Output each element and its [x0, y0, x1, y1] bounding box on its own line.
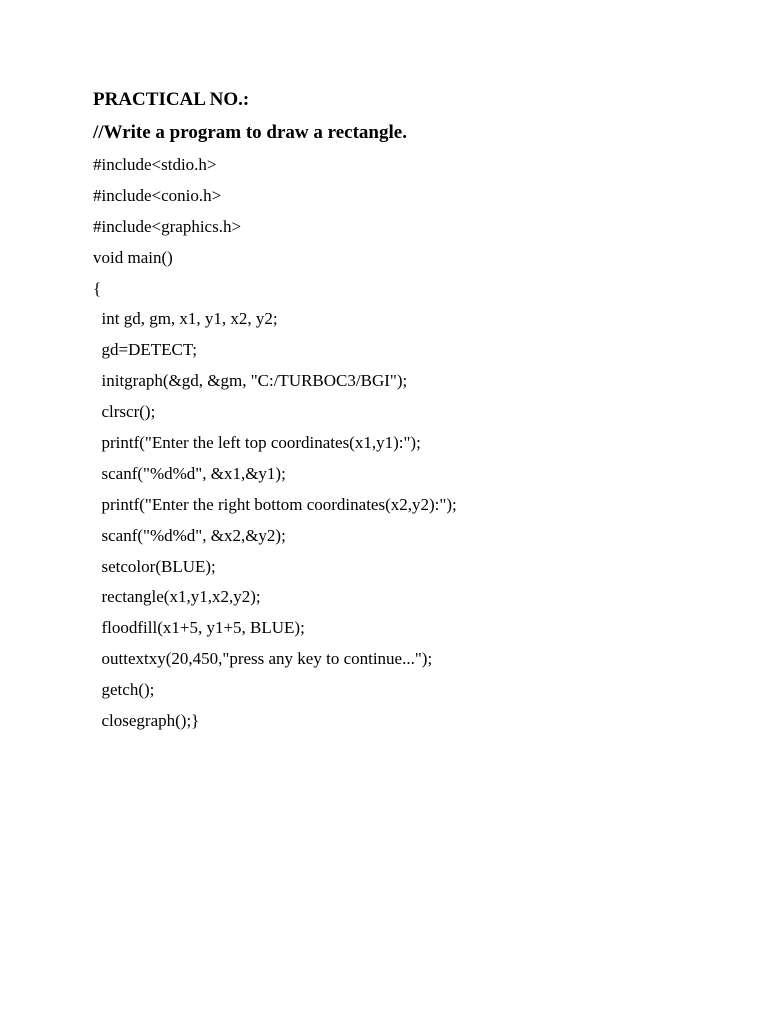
code-line: scanf("%d%d", &x1,&y1); — [93, 463, 286, 483]
code-line: outtextxy(20,450,"press any key to continue..."); — [93, 649, 433, 669]
code-line: floodfill(x1+5, y1+5, BLUE); — [93, 618, 305, 638]
code-line: #include<graphics.h> — [93, 216, 242, 236]
code-line: getch(); — [93, 680, 155, 700]
code-line: #include<stdio.h> — [93, 155, 217, 174]
code-line: { — [93, 278, 102, 298]
code-line: #include<conio.h> — [93, 185, 222, 205]
code-line: gd=DETECT; — [93, 340, 198, 360]
code-line: clrscr(); — [93, 402, 156, 422]
code-line: initgraph(&gd, &gm, "C:/TURBOC3/BGI"); — [93, 371, 408, 391]
code-line: closegraph();} — [93, 711, 200, 731]
code-line: setcolor(BLUE); — [93, 556, 216, 576]
code-line: rectangle(x1,y1,x2,y2); — [93, 587, 261, 607]
program-comment: //Write a program to draw a rectangle. — [93, 122, 407, 143]
code-line: printf("Enter the left top coordinates(x1,y1):"); — [93, 433, 421, 453]
document-content — [93, 86, 733, 737]
code-line: scanf("%d%d", &x2,&y2); — [93, 525, 286, 545]
code-line: void main() — [93, 247, 173, 267]
code-line: int gd, gm, x1, y1, x2, y2; — [93, 309, 278, 329]
code-line: printf("Enter the right bottom coordinates(x2,y2):"); — [93, 494, 457, 514]
code-block — [93, 150, 733, 737]
practical-heading: PRACTICAL NO.: — [93, 89, 250, 110]
